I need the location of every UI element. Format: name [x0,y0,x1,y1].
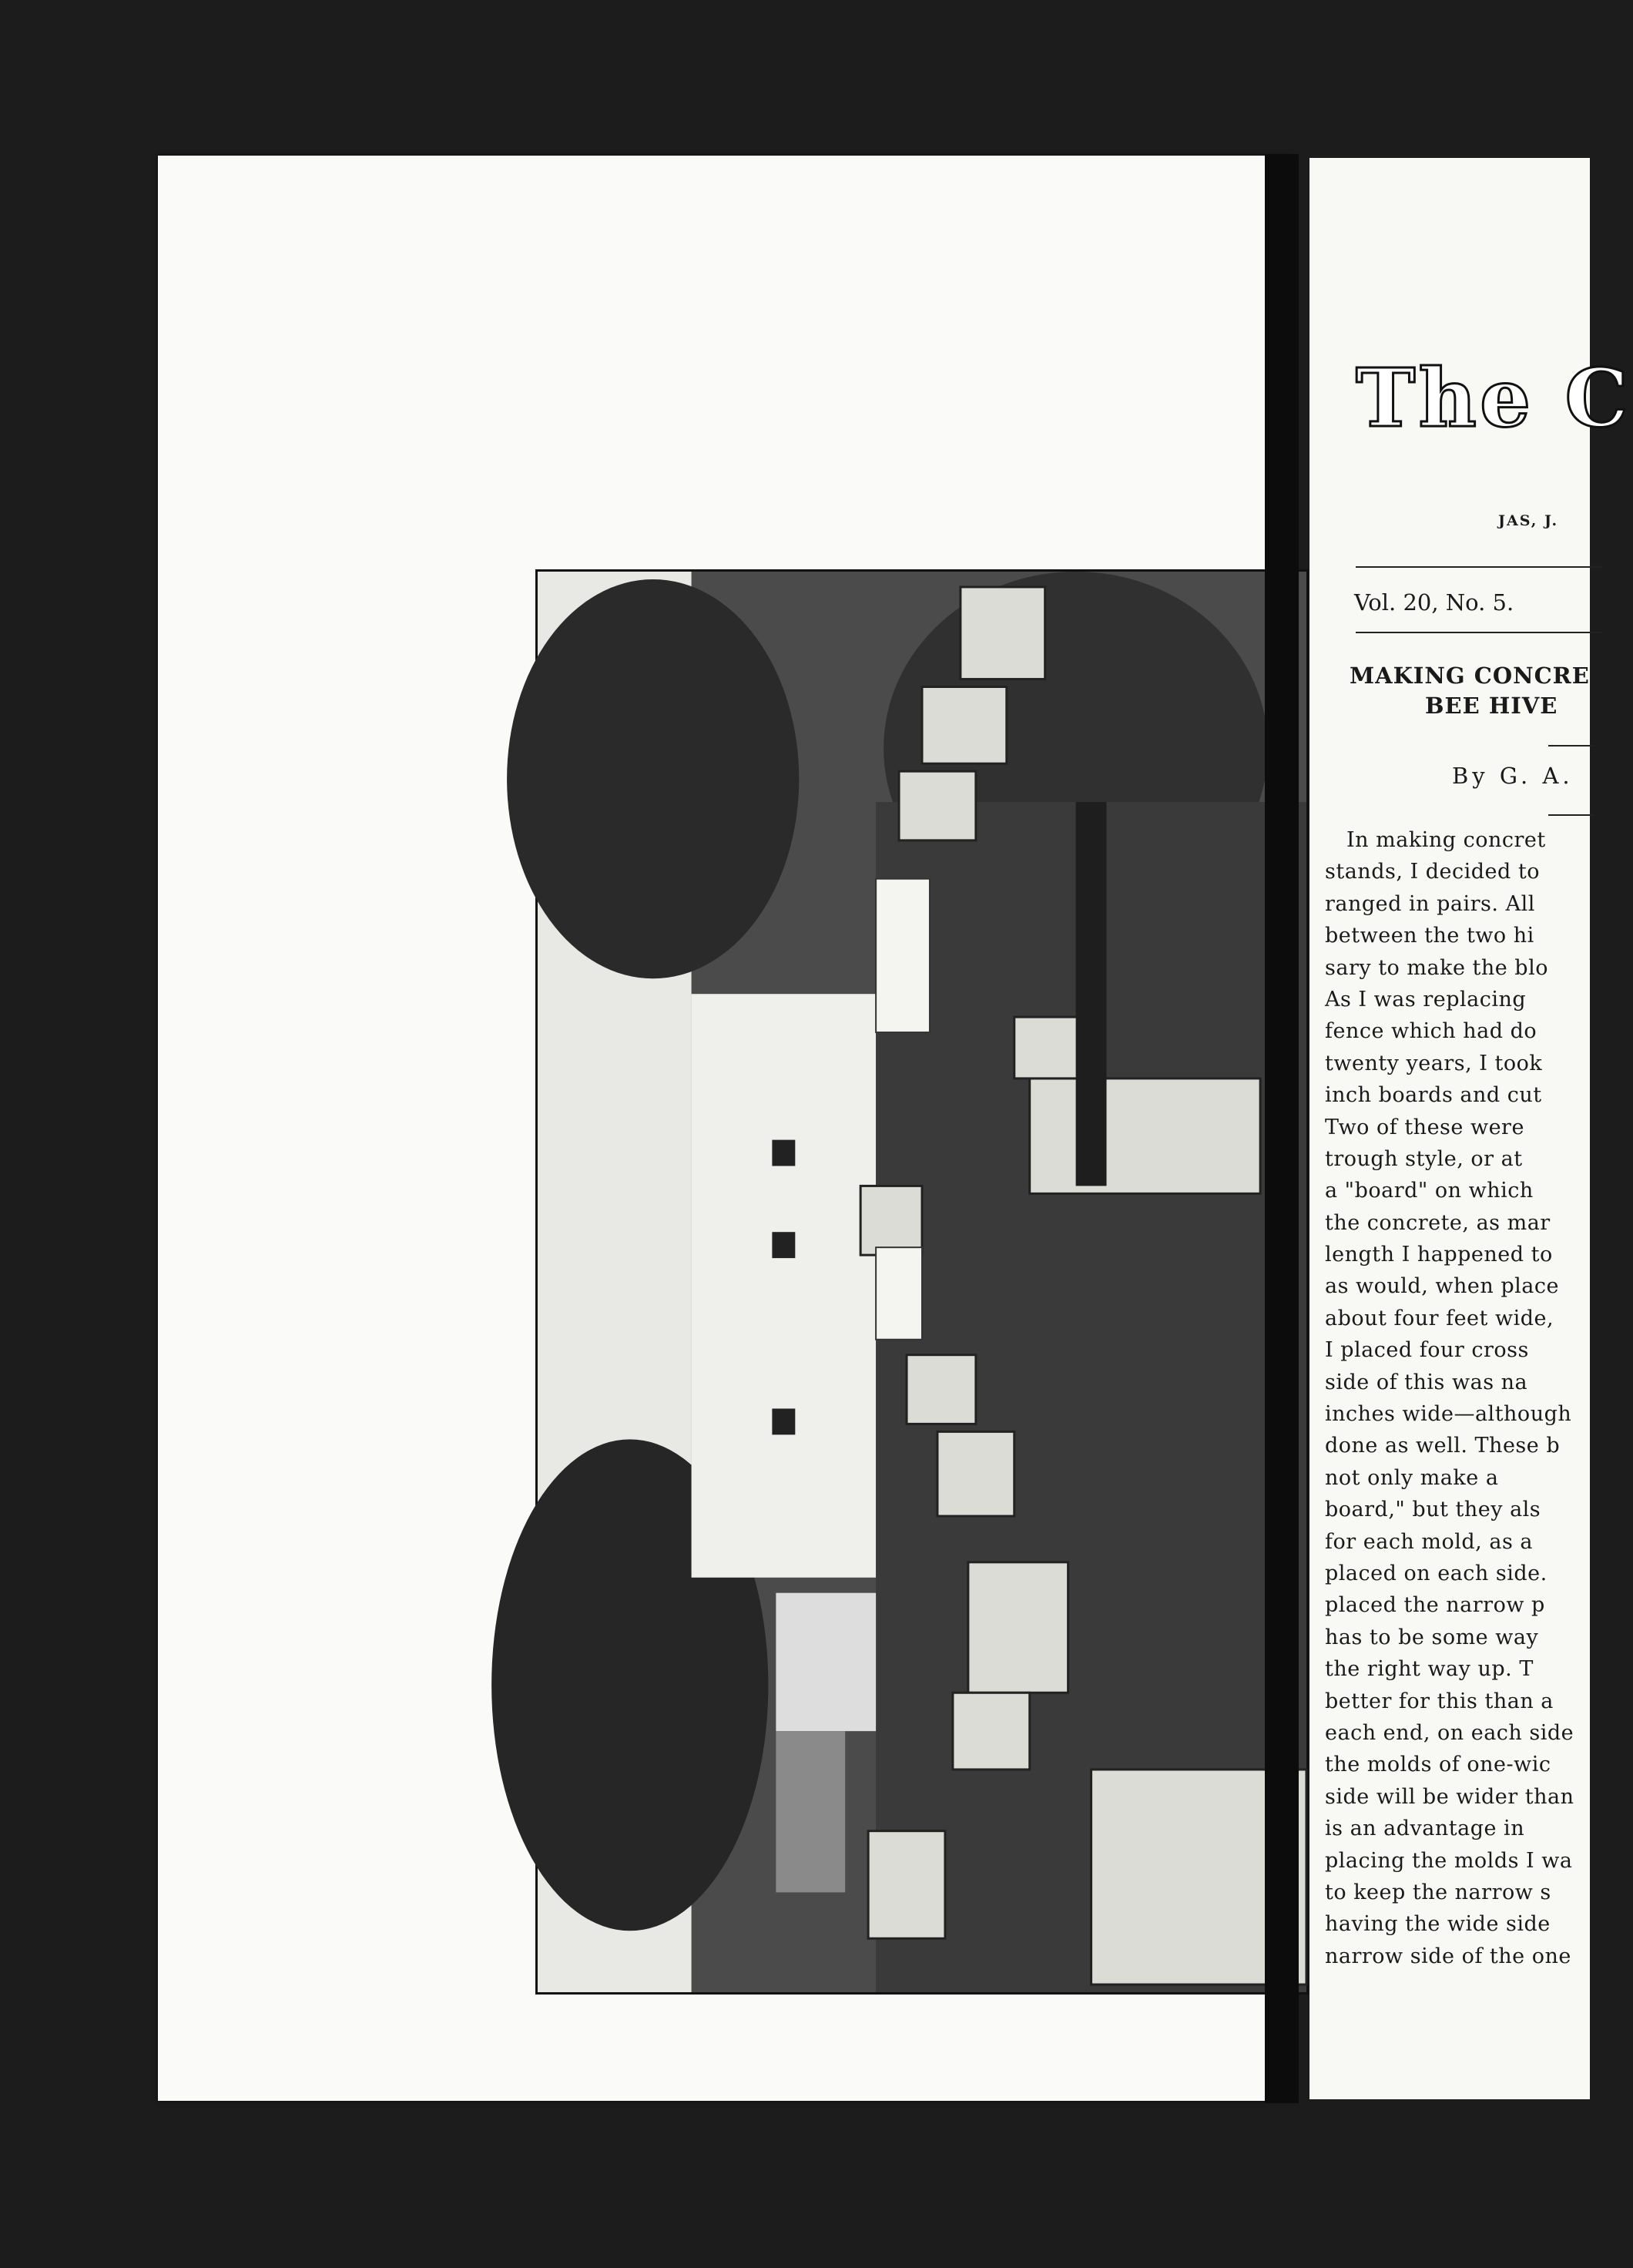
article-body-line: sary to make the blo [1325,955,1548,980]
volume-number: Vol. 20, No. 5. [1354,589,1514,616]
article-body-line: the right way up. T [1325,1657,1534,1682]
article-body-line: to keep the narrow s [1325,1880,1551,1904]
article-body-line: inch boards and cut [1325,1083,1542,1108]
article-body-line: In making concret [1346,828,1546,852]
article-body-line: Two of these were [1325,1115,1524,1139]
article-headline-line-2: BEE HIVE [1425,693,1558,719]
article-body-line: fence which had do [1325,1019,1537,1044]
article-body-line: each end, on each side [1325,1720,1574,1745]
article-body [1325,824,1633,1972]
article-body-line: placed on each side. [1325,1561,1547,1585]
article-body-line: trough style, or at [1325,1146,1523,1171]
article-body-line: the molds of one-wic [1325,1753,1551,1777]
article-body-line: narrow side of the one [1325,1944,1571,1968]
header-rule-bottom [1356,632,1602,633]
article-body-line: twenty years, I took [1325,1051,1543,1075]
byline-rule [1548,814,1594,816]
article-body-line: placing the molds I wa [1325,1848,1573,1873]
article-headline-line-1: MAKING CONCRE [1350,663,1590,689]
left-page [158,156,1294,2101]
article-body-line: as would, when place [1325,1274,1559,1299]
article-body-line: side of this was na [1325,1370,1528,1394]
article-body-line: between the two hi [1325,924,1534,948]
article-body-line: inches wide—although [1325,1402,1572,1427]
header-rule-top [1356,566,1602,568]
article-body-line: As I was replacing [1325,987,1527,1012]
article-body-line: the concrete, as mar [1325,1210,1551,1235]
article-body-line: for each mold, as a [1325,1529,1533,1554]
article-body-line: is an advantage in [1325,1817,1525,1841]
apiary-photograph [535,569,1309,1995]
article-body-line: stands, I decided to [1325,860,1540,884]
article-body-line: having the wide side [1325,1912,1551,1937]
article-body-line: not only make a [1325,1465,1499,1490]
headline-rule [1548,745,1594,746]
article-body-line: a "board" on which [1325,1179,1534,1203]
book-spine [1265,154,1299,2103]
article-byline: By G. A. [1452,763,1574,789]
article-body-line: side will be wider than [1325,1784,1574,1809]
article-body-line: placed the narrow p [1325,1593,1545,1618]
apiary-photo-illustration [538,572,1306,1992]
article-body-line: ranged in pairs. All [1325,891,1535,916]
right-page [1309,158,1632,2099]
article-body-line: about four feet wide, [1325,1306,1554,1330]
article-body-line: board," but they als [1325,1498,1541,1522]
article-body-line: length I happened to [1325,1243,1553,1267]
editor-line: JAS, J. [1498,512,1559,529]
article-body-line: done as well. These b [1325,1434,1561,1458]
article-body-line: better for this than a [1325,1689,1554,1713]
article-body-line: I placed four cross [1325,1338,1529,1363]
journal-masthead: The C [1356,351,1632,445]
article-body-line: has to be some way [1325,1625,1539,1649]
